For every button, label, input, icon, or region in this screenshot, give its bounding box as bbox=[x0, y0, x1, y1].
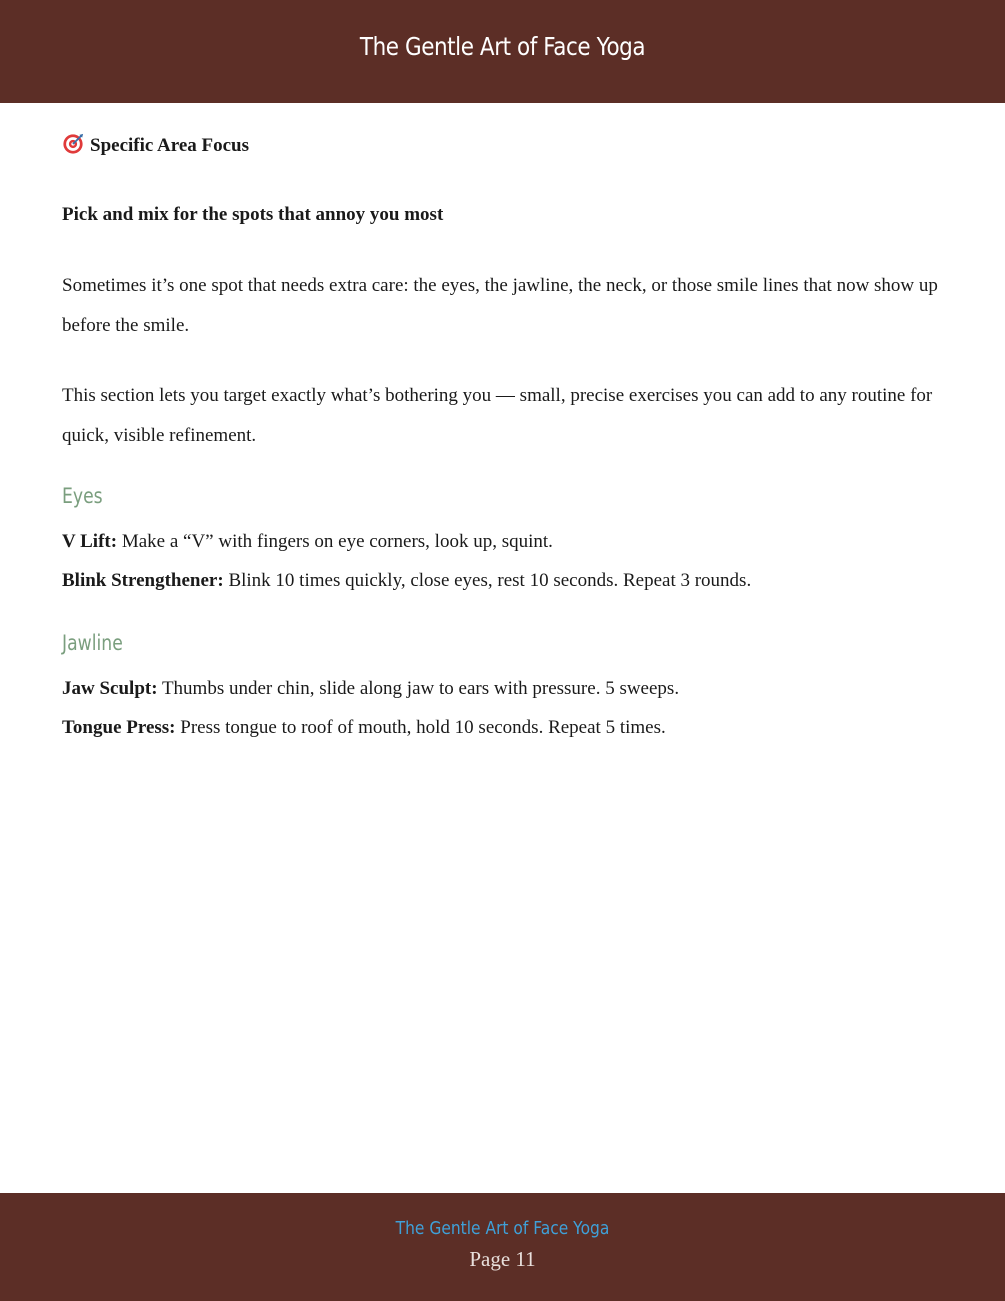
subheading-eyes: Eyes bbox=[62, 484, 103, 508]
exercise-name: Tongue Press: bbox=[62, 717, 176, 738]
footer-title: The Gentle Art of Face Yoga bbox=[395, 1218, 610, 1239]
exercise-item bbox=[62, 678, 679, 700]
page-header bbox=[0, 0, 1005, 103]
exercise-item bbox=[62, 531, 553, 553]
section-label-text: Specific Area Focus bbox=[90, 135, 250, 156]
page-number: Page 11 bbox=[469, 1247, 536, 1271]
exercise-item bbox=[62, 570, 751, 592]
exercise-item bbox=[62, 717, 666, 739]
exercise-name: V Lift: bbox=[62, 531, 118, 552]
exercise-text: Press tongue to roof of mouth, hold 10 seconds. Repeat 5 times. bbox=[175, 717, 666, 738]
subheading-jawline: Jawline bbox=[62, 631, 123, 655]
exercise-text: Make a “V” with fingers on eye corners, look up, squint. bbox=[117, 531, 553, 552]
section-label bbox=[62, 133, 249, 157]
exercise-text: Blink 10 times quickly, close eyes, rest 10 seconds. Repeat 3 rounds. bbox=[223, 570, 752, 591]
intro-paragraph-1: Sometimes it’s one spot that needs extra care: the eyes, the jawline, the neck, or those smile lines that now show up before the smile. bbox=[62, 275, 938, 336]
target-icon bbox=[62, 133, 84, 155]
page-footer bbox=[0, 1193, 1005, 1301]
header-title: The Gentle Art of Face Yoga bbox=[359, 32, 646, 61]
exercise-text: Thumbs under chin, slide along jaw to ears with pressure. 5 sweeps. bbox=[157, 678, 680, 699]
exercise-name: Jaw Sculpt: bbox=[62, 678, 158, 699]
exercise-name: Blink Strengthener: bbox=[62, 570, 224, 591]
section-subtitle: Pick and mix for the spots that annoy you most bbox=[62, 204, 444, 225]
intro-paragraph-2: This section lets you target exactly what’s bothering you — small, precise exercises you can add to any routine for quick, visible refinement. bbox=[62, 385, 933, 446]
